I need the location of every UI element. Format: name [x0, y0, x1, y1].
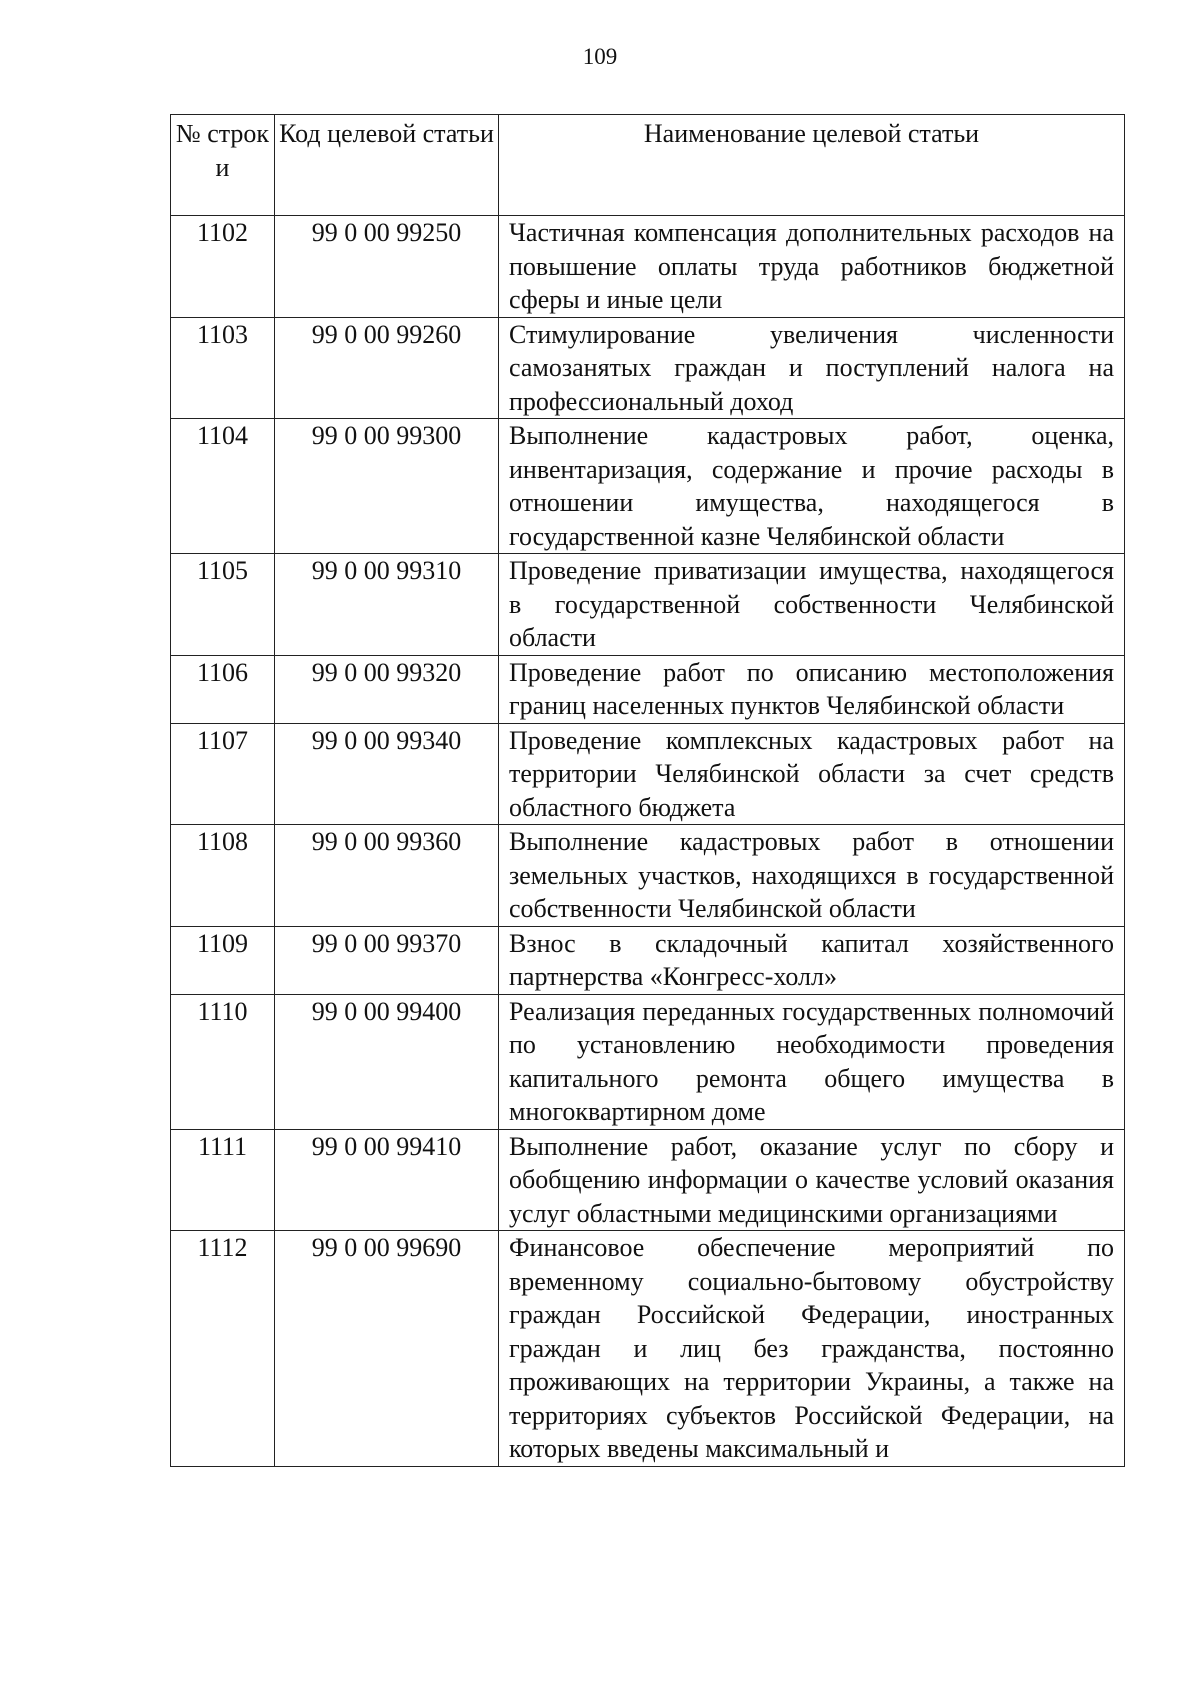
row-number: 1105 — [171, 554, 275, 656]
row-code: 99 0 00 99370 — [275, 926, 499, 994]
table-row — [171, 216, 1125, 318]
row-number: 1111 — [171, 1129, 275, 1231]
row-name: Проведение приватизации имущества, находящегося в государственной собственности Челябинской области — [499, 554, 1125, 656]
row-code: 99 0 00 99320 — [275, 655, 499, 723]
table-row — [171, 655, 1125, 723]
row-number: 1112 — [171, 1231, 275, 1467]
row-number: 1103 — [171, 317, 275, 419]
target-articles-table — [170, 114, 1125, 1467]
header-name: Наименование целевой статьи — [499, 115, 1125, 216]
row-code: 99 0 00 99340 — [275, 723, 499, 825]
header-code: Код целевой статьи — [275, 115, 499, 216]
row-name: Проведение работ по описанию местоположения границ населенных пунктов Челябинской области — [499, 655, 1125, 723]
table-row — [171, 723, 1125, 825]
row-number: 1107 — [171, 723, 275, 825]
row-name: Взнос в складочный капитал хозяйственного партнерства «Конгресс-холл» — [499, 926, 1125, 994]
row-number: 1106 — [171, 655, 275, 723]
row-number: 1104 — [171, 419, 275, 554]
row-code: 99 0 00 99690 — [275, 1231, 499, 1467]
row-number: 1102 — [171, 216, 275, 318]
row-code: 99 0 00 99410 — [275, 1129, 499, 1231]
table-row — [171, 926, 1125, 994]
row-name: Реализация переданных государственных полномочий по установлению необходимости проведения капитального ремонта общего имущества в многоквартирном доме — [499, 994, 1125, 1129]
table-row — [171, 994, 1125, 1129]
row-code: 99 0 00 99260 — [275, 317, 499, 419]
row-code: 99 0 00 99360 — [275, 825, 499, 927]
row-code: 99 0 00 99250 — [275, 216, 499, 318]
row-name: Финансовое обеспечение мероприятий по временному социально-бытовому обустройству граждан Российской Федерации, иностранных граждан и лиц без гражданства, постоянно проживающих на территории Украины, а также на территориях субъектов Российской Федерации, на которых введены максимальный и — [499, 1231, 1125, 1467]
table-row — [171, 1129, 1125, 1231]
row-name: Стимулирование увеличения численности самозанятых граждан и поступлений налога на профессиональный доход — [499, 317, 1125, 419]
row-name: Выполнение кадастровых работ, оценка, инвентаризация, содержание и прочие расходы в отношении имущества, находящегося в государственной казне Челябинской области — [499, 419, 1125, 554]
row-name: Частичная компенсация дополнительных расходов на повышение оплаты труда работников бюджетной сферы и иные цели — [499, 216, 1125, 318]
row-name: Проведение комплексных кадастровых работ на территории Челябинской области за счет средств областного бюджета — [499, 723, 1125, 825]
row-name: Выполнение работ, оказание услуг по сбору и обобщению информации о качестве условий оказания услуг областными медицинскими организациями — [499, 1129, 1125, 1231]
table-header-row — [171, 115, 1125, 216]
table-row — [171, 825, 1125, 927]
row-code: 99 0 00 99400 — [275, 994, 499, 1129]
row-number: 1109 — [171, 926, 275, 994]
row-number: 1110 — [171, 994, 275, 1129]
row-code: 99 0 00 99300 — [275, 419, 499, 554]
table-row — [171, 317, 1125, 419]
row-code: 99 0 00 99310 — [275, 554, 499, 656]
header-row-number: № строк и — [171, 115, 275, 216]
page-number: 109 — [582, 44, 618, 69]
table-row — [171, 554, 1125, 656]
table-row — [171, 1231, 1125, 1467]
table-row — [171, 419, 1125, 554]
row-name: Выполнение кадастровых работ в отношении земельных участков, находящихся в государственной собственности Челябинской области — [499, 825, 1125, 927]
row-number: 1108 — [171, 825, 275, 927]
